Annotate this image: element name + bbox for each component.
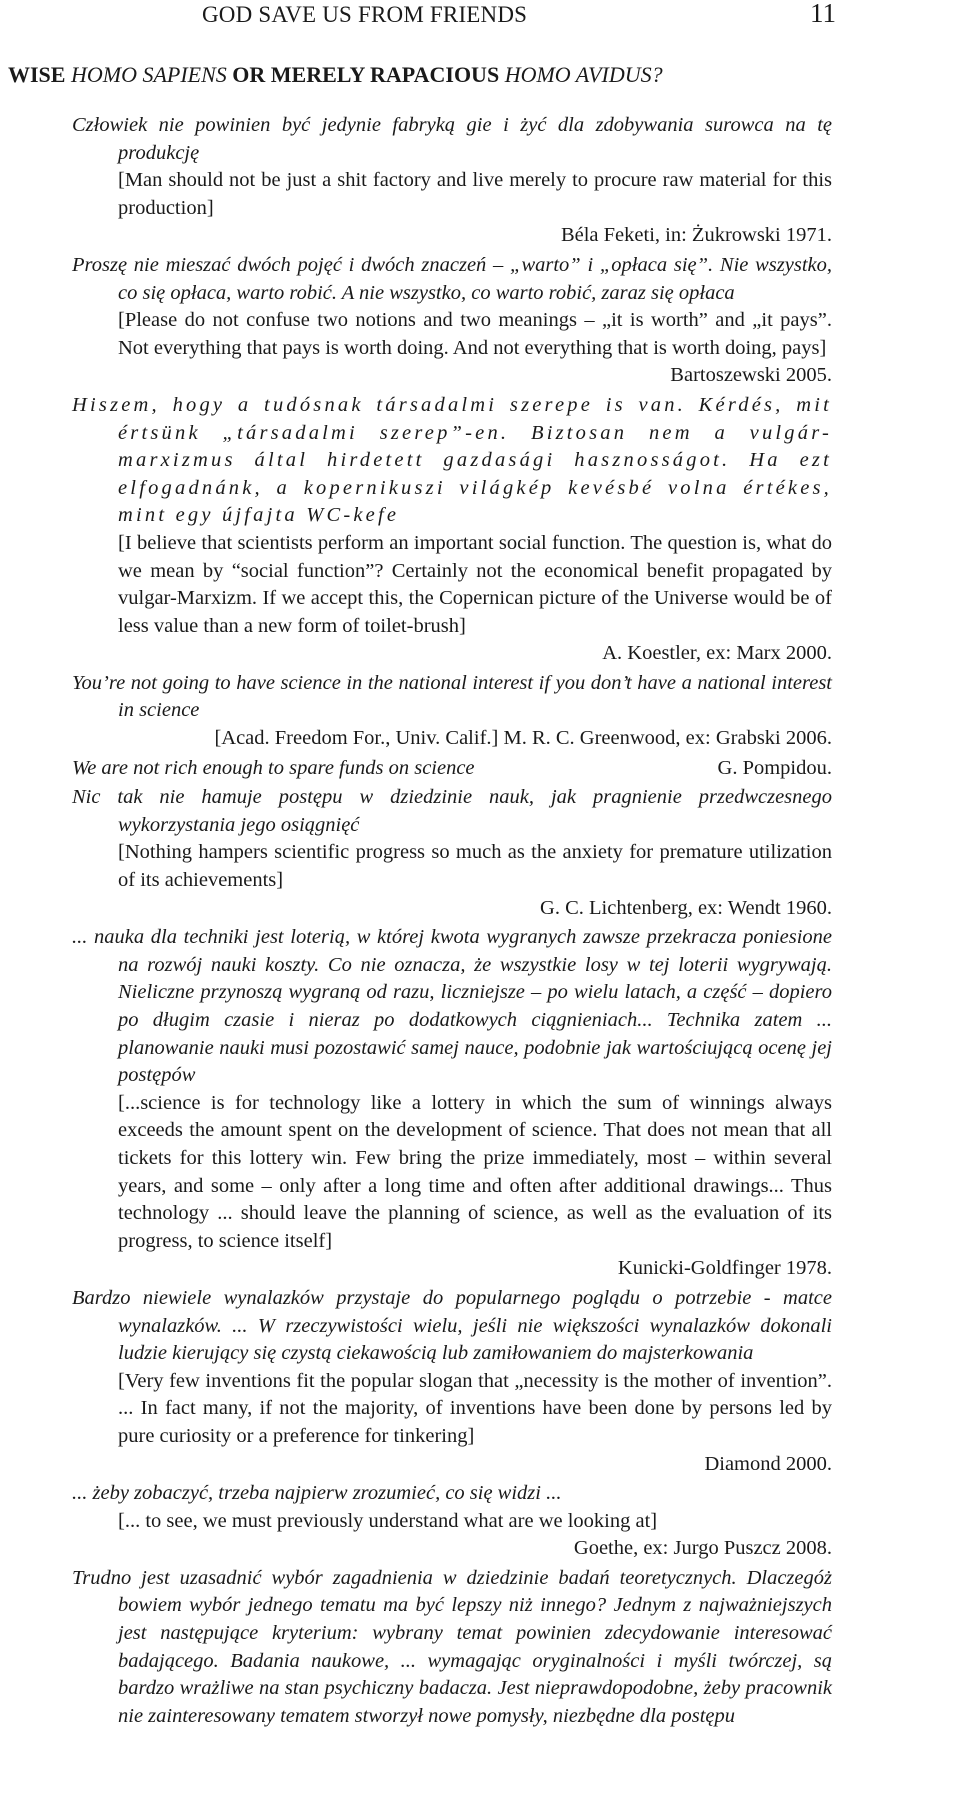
quote-block	[72, 392, 832, 668]
quote-block	[72, 252, 832, 390]
quote-original-text: We are not rich enough to spare funds on science	[72, 756, 475, 779]
quote-source: Kunicki-Goldfinger 1978.	[617, 1257, 832, 1280]
quote-original: ... nauka dla techniki jest loterią, w której kwota wygranych zawsze przekracza poniesione na rozwój nauki koszty. Co nie oznacza, że wszystkie losy w tej loterii wygrywają. Nieliczne przynoszą wygraną od razu, liczniejsze – po wielu latach, a część – dopiero po długim czasie i nieraz po dodatkowych ciągnieniach... Technika zatem ... planowanie nauki musi pozostawić samej nauce, podobnie jak wartościującą ocenę jej postępów	[72, 926, 832, 1087]
heading-part-3: OR MERELY RAPACIOUS	[226, 62, 505, 87]
quote-original: Proszę nie mieszać dwóch pojęć i dwóch znaczeń – „warto” i „opłaca się”. Nie wszystko, co się opłaca, warto robić. A nie wszystko, co warto robić, zaraz się opłaca	[72, 253, 832, 304]
quote-original: ... żeby zobaczyć, trzeba najpierw zrozumieć, co się widzi ...	[72, 1482, 562, 1505]
page-number: 11	[810, 0, 836, 28]
quote-translation	[72, 167, 832, 222]
quote-block	[72, 1565, 832, 1731]
quotes-list	[72, 112, 832, 1732]
quote-source: G. C. Lichtenberg, ex: Wendt 1960.	[540, 896, 832, 919]
quote-source: Diamond 2000.	[704, 1452, 832, 1475]
page-header	[0, 0, 960, 34]
quote-source: Goethe, ex: Jurgo Puszcz 2008.	[573, 1537, 832, 1560]
quote-original: Trudno jest uzasadnić wybór zagadnienia w dziedzinie badań teoretycznych. Dlaczegóż bowiem wybór jednego tematu ma być lepszy niż innego? Jednym z najważniejszych jest następujące kryterium: wybrany temat powinien zdecydowanie interesować badającego. Badania naukowe, ... wymagając oryginalności i myśli twórczej, są bardzo wrażliwe na stan psychiczny badacza. Jest nieprawdopodobne, żeby pracownik nie zainteresowany tematem stworzył nowe pomysły, niezbędne dla postępu	[72, 1566, 832, 1727]
quote-source: A. Koestler, ex: Marx 2000.	[602, 642, 832, 665]
quote-block	[72, 1285, 832, 1478]
quote-block	[72, 924, 832, 1283]
quote-source: Béla Feketi, in: Żukrowski 1971.	[560, 224, 832, 247]
quote-block	[72, 670, 832, 753]
quote-original: Hiszem, hogy a tudósnak társadalmi szerepe is van. Kérdés, mit értsünk „társadalmi szerep”-en. Biztosan nem a vulgár-marxizmus által hirdetett gazdasági hasznosságot. Ha ezt elfogadnánk, a kopernikuszi világkép kevésbé volna értékes, mint egy újfajta WC-kefe	[72, 393, 832, 527]
quote-original: Nic tak nie hamuje postępu w dziedzinie nauk, jak pragnienie przedwczesnego wykorzystania jego osiągnięć	[72, 786, 832, 836]
heading-part-4: HOMO AVIDUS?	[504, 62, 663, 87]
quote-original: You’re not going to have science in the national interest if you don’t have a national interest in science	[72, 671, 832, 722]
quote-translation: [... to see, we must previously understand what are we looking at]	[118, 1509, 658, 1532]
quote-translation: [I believe that scientists perform an important social function. The question is, what do we mean by “social function”? Certainly not the economical benefit propagated by vulgar-Marxizm. If we accept this, the Copernican picture of the Universe would be of less value than a new form of toilet-brush]	[118, 531, 832, 637]
quote-translation: [Nothing hampers scientific progress so much as the anxiety for premature utilization of its achievements]	[118, 841, 832, 892]
quote-block	[72, 784, 832, 922]
quote-translation-text: [Man should not be just a shit factory and live merely to procure raw material for this production]	[118, 169, 832, 219]
heading-part-1: WISE	[8, 62, 71, 87]
quote-original: Bardzo niewiele wynalazków przystaje do popularnego poglądu o potrzebie - matce wynalazków. ... W rzeczywistości wielu, jeśli nie większości wynalazków dokonali ludzie kierujący się czystą ciekawością lub zamiłowaniem do majsterkowania	[72, 1286, 832, 1365]
quote-block	[72, 755, 832, 783]
quote-block	[72, 1480, 832, 1563]
quote-source: [Acad. Freedom For., Univ. Calif.] M. R. C. Greenwood, ex: Grabski 2006.	[214, 727, 832, 750]
quote-block	[72, 112, 832, 250]
quote-translation: [Very few inventions fit the popular slogan that „necessity is the mother of invention”. ... In fact many, if not the majority, of inventions have been done by persons led by pure curiosity or a preference for tinkering]	[118, 1369, 832, 1447]
quote-translation: [...science is for technology like a lottery in which the sum of winnings always exceeds the amount spent on the development of science. That does not mean that all tickets for this lottery win. Few bring the prize immediately, most – within several years, and some – only after a long time and often after additional drawings... Thus technology ... should leave the planning of science, as well as the evaluation of its progress, to science itself]	[118, 1091, 832, 1252]
quote-translation: [Please do not confuse two notions and two meanings – „it is worth” and „it pays”. Not everything that pays is worth doing. And not everything that is worth doing, pays]	[118, 309, 832, 359]
quote-source: Bartoszewski 2005.	[670, 364, 832, 387]
quote-source: G. Pompidou.	[717, 756, 832, 779]
running-title: GOD SAVE US FROM FRIENDS	[202, 2, 528, 27]
quote-original	[72, 755, 832, 783]
heading-part-2: HOMO SAPIENS	[70, 62, 227, 87]
section-heading	[8, 60, 938, 90]
quote-original: Człowiek nie powinien być jedynie fabryką gie i żyć dla zdobywania surowca na tę produkcję	[72, 114, 832, 164]
